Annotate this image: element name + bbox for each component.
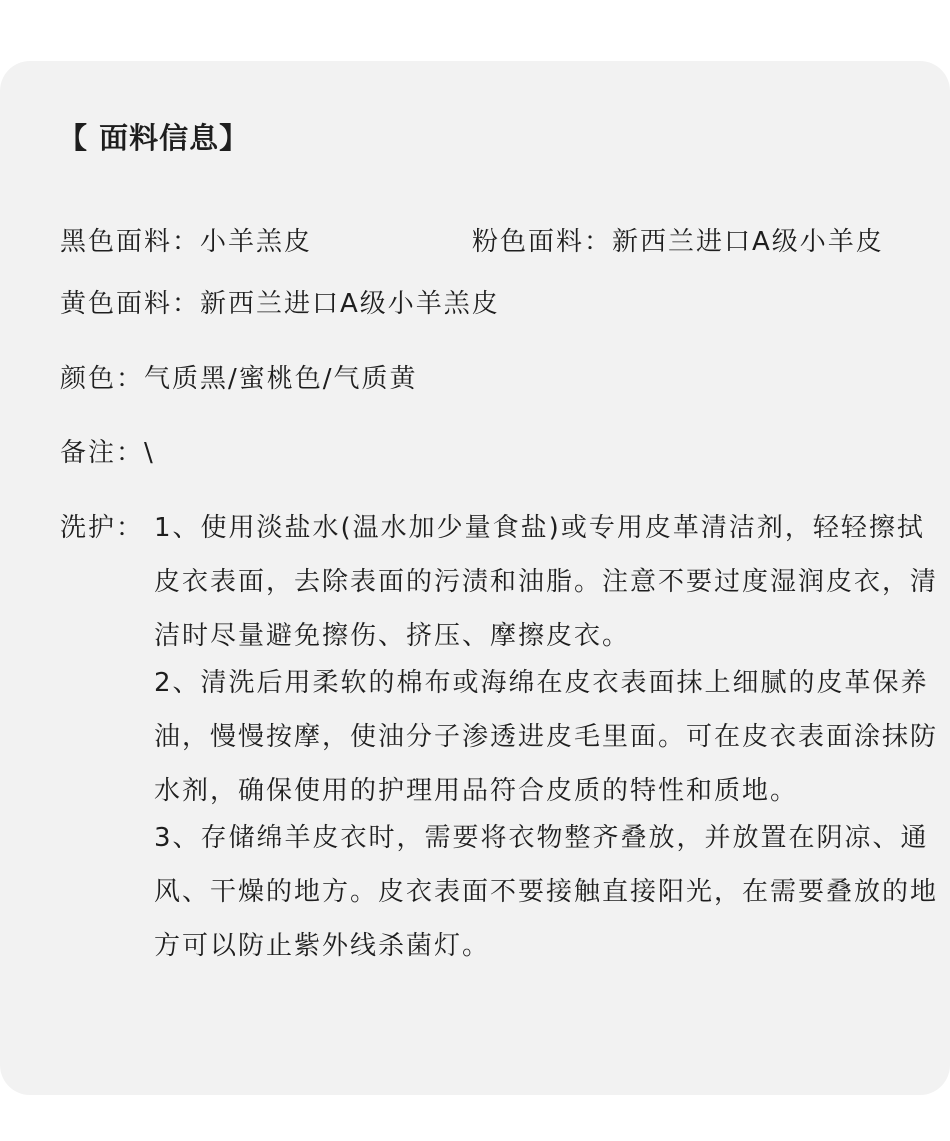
care-item: 2、清洗后用柔软的棉布或海绵在皮衣表面抹上细腻的皮革保养油，慢慢按摩，使油分子渗透进皮毛里面。可在皮衣表面涂抹防水剂，确保使用的护理用品符合皮质的特性和质地。 [154,668,939,806]
section-title: 【 面料信息】 [58,121,250,155]
care-items-list [154,508,944,973]
pink-fabric-line: 粉色面料：新西兰进口A级小羊皮 [472,227,884,257]
care-item: 3、存储绵羊皮衣时，需要将衣物整齐叠放，并放置在阴凉、通风、干燥的地方。皮衣表面不要接触直接阳光，在需要叠放的地方可以防止紫外线杀菌灯。 [154,823,939,961]
note-line: 备注：\ [60,438,155,468]
black-fabric-line: 黑色面料：小羊羔皮 [60,227,313,257]
yellow-fabric-line: 黄色面料：新西兰进口A级小羊羔皮 [60,289,500,319]
care-label: 洗护： [60,513,145,543]
color-line: 颜色：气质黑/蜜桃色/气质黄 [60,364,418,394]
care-item: 1、使用淡盐水(温水加少量食盐)或专用皮革清洁剂，轻轻擦拭皮衣表面，去除表面的污渍和油脂。注意不要过度湿润皮衣，清洁时尽量避免擦伤、挤压、摩擦皮衣。 [154,513,939,651]
